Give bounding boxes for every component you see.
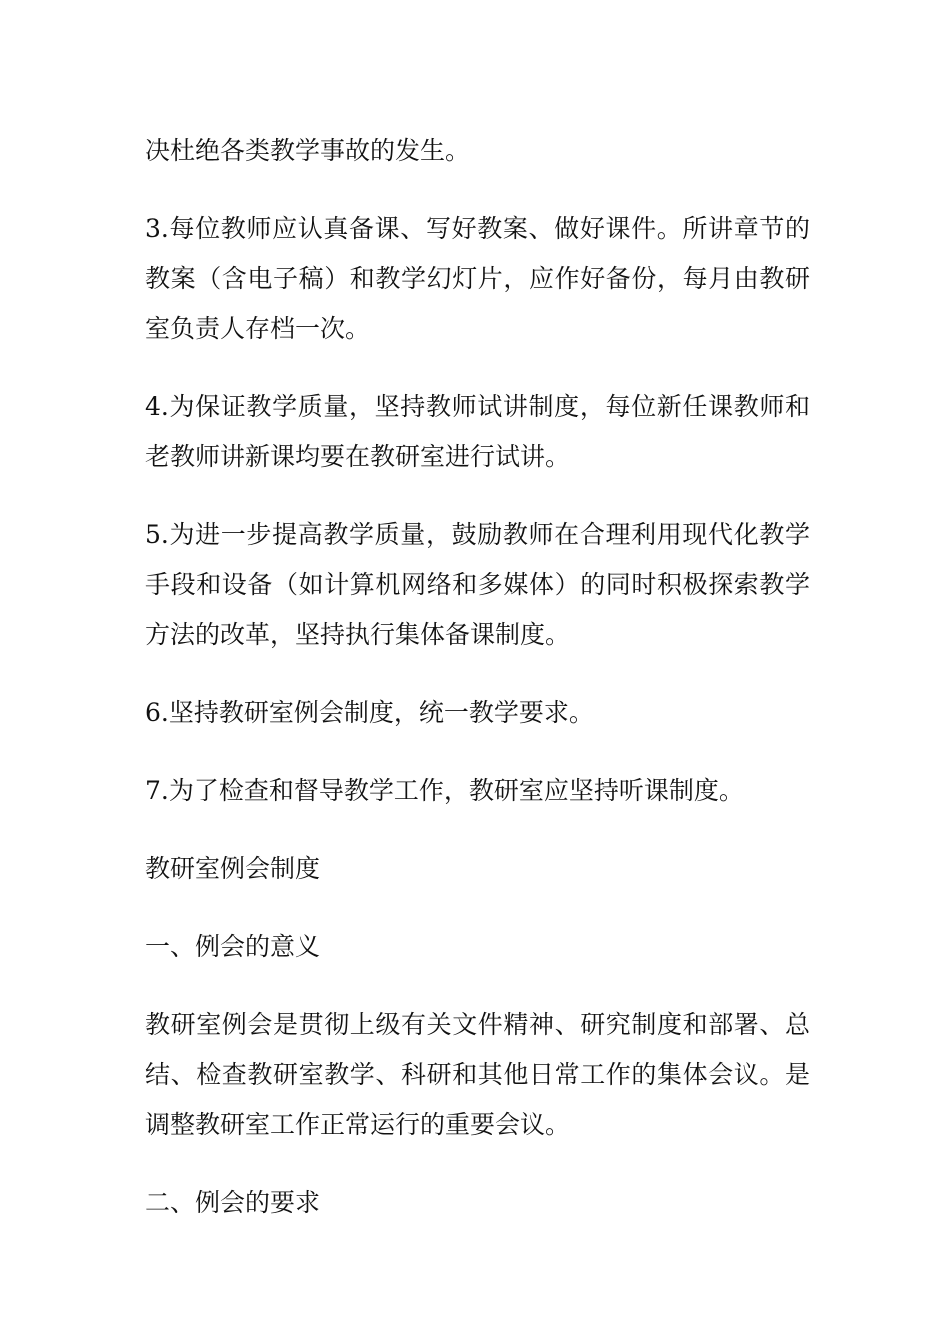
subsection-title-1: 一、例会的意义: [145, 932, 321, 961]
paragraph-item-6: 6.坚持教研室例会制度，统一教学要求。: [145, 698, 594, 727]
paragraph-item-3: 3.每位教师应认真备课、写好教案、做好课件。所讲章节的教案（含电子稿）和教学幻灯片，应作好备份，每月由教研室负责人存档一次。: [145, 214, 810, 343]
paragraph-meeting-meaning: 教研室例会是贯彻上级有关文件精神、研究制度和部署、总结、检查教研室教学、科研和其他日常工作的集体会议。是调整教研室工作正常运行的重要会议。: [145, 1010, 810, 1139]
document-body: [145, 126, 810, 1256]
paragraph-continuation: 决杜绝各类教学事故的发生。: [145, 136, 471, 165]
paragraph-item-4: 4.为保证教学质量，坚持教师试讲制度，每位新任课教师和老教师讲新课均要在教研室进行试讲。: [145, 392, 810, 471]
paragraph-item-7: 7.为了检查和督导教学工作，教研室应坚持听课制度。: [145, 776, 744, 805]
section-title: 教研室例会制度: [145, 854, 321, 883]
paragraph-item-5: 5.为进一步提高教学质量，鼓励教师在合理利用现代化教学手段和设备（如计算机网络和多媒体）的同时积极探索教学方法的改革，坚持执行集体备课制度。: [145, 520, 810, 649]
subsection-title-2: 二、例会的要求: [145, 1188, 321, 1217]
